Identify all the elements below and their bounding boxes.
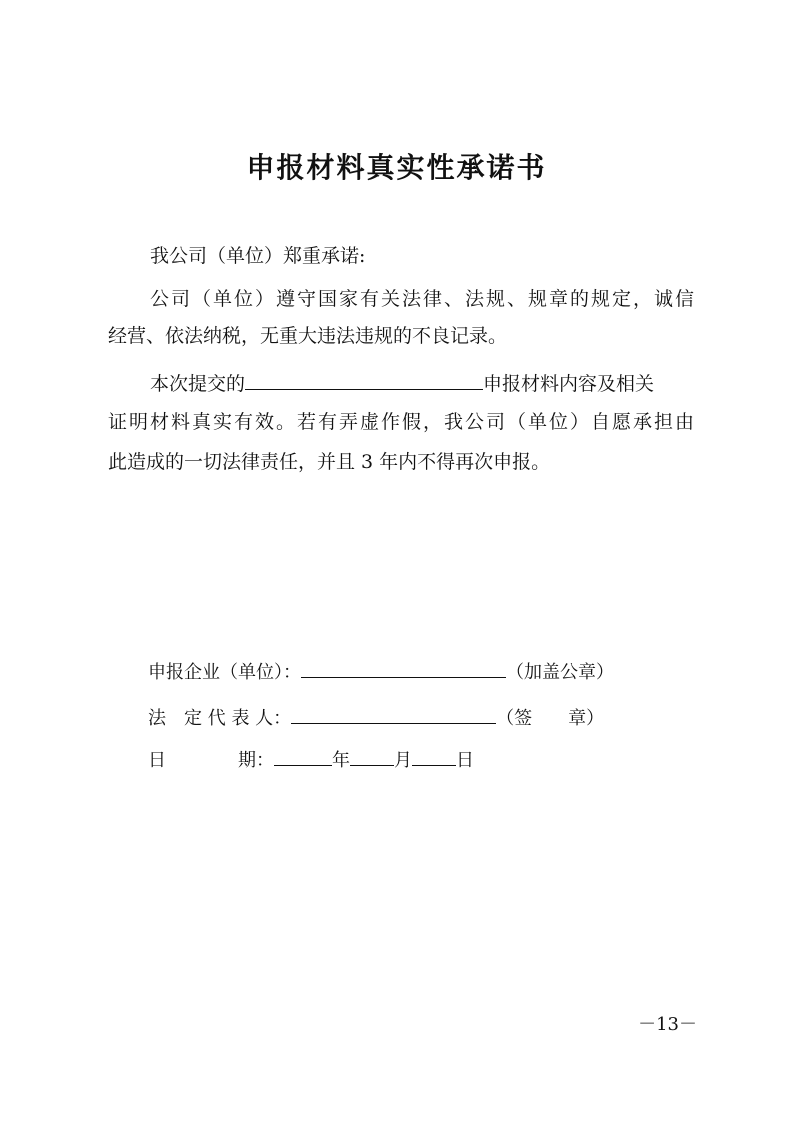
submission-item-blank[interactable]	[245, 371, 483, 390]
signature-representative-row	[148, 705, 604, 731]
submission-prefix: 本次提交的	[150, 373, 246, 395]
page-number: －13－	[638, 1014, 697, 1035]
paragraph-submission-line3: 此造成的一切法律责任，并且 3 年内不得再次申报。	[108, 451, 551, 473]
signature-date-row	[148, 747, 474, 773]
paragraph-declaration: 我公司（单位）郑重承诺:	[150, 245, 366, 267]
company-label: 申报企业（单位）：	[148, 662, 301, 683]
paragraph-submission-line1	[150, 371, 654, 396]
paragraph-compliance-line1: 公司（单位）遵守国家有关法律、法规、规章的规定，诚信	[150, 288, 694, 310]
paragraph-compliance-line2: 经营、依法纳税，无重大违法违规的不良记录。	[108, 325, 508, 347]
year-label: 年	[332, 750, 350, 771]
document-title: 申报材料真实性承诺书	[246, 151, 547, 184]
month-label: 月	[394, 750, 412, 771]
company-signature-blank[interactable]	[301, 659, 506, 678]
date-year-blank[interactable]	[274, 747, 332, 766]
signature-company-row	[148, 659, 614, 685]
representative-label: 法 定 代 表 人：	[148, 708, 292, 729]
submission-suffix: 申报材料内容及相关	[483, 373, 655, 395]
representative-signature-blank[interactable]	[291, 705, 496, 724]
representative-sign-note: （签 章）	[496, 708, 605, 729]
company-seal-note: （加盖公章）	[506, 662, 614, 683]
paragraph-submission-line2: 证明材料真实有效。若有弄虚作假，我公司（单位）自愿承担由	[108, 411, 694, 433]
date-label: 日 期：	[148, 750, 274, 771]
date-day-blank[interactable]	[412, 747, 456, 766]
day-label: 日	[456, 750, 474, 771]
date-month-blank[interactable]	[350, 747, 394, 766]
